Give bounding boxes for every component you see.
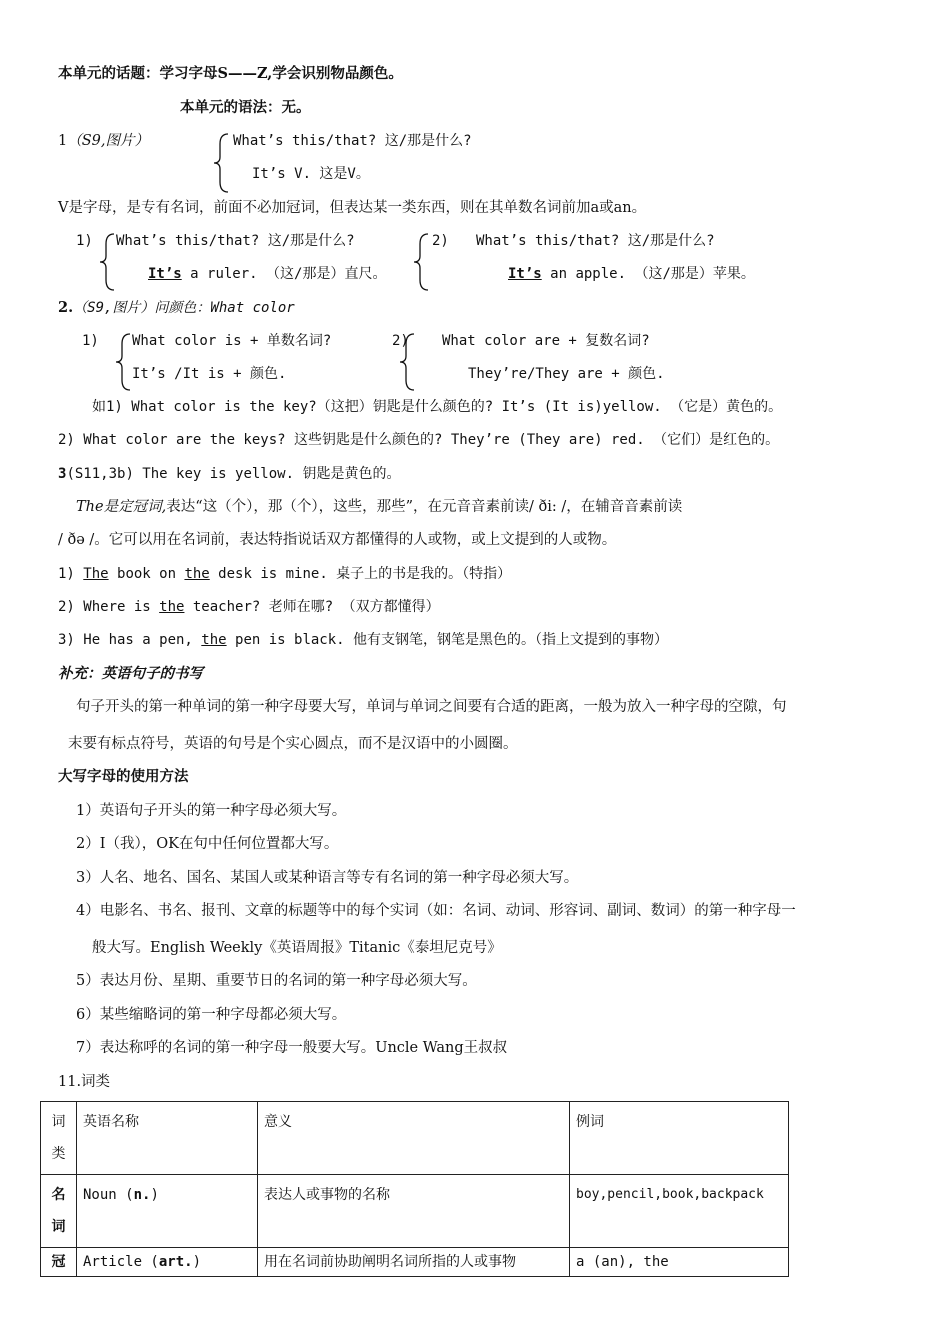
example1-its: It’s [148, 266, 182, 282]
header-cell: 词类 [41, 1102, 77, 1175]
english-name-cell [77, 1175, 258, 1248]
brace-icon [98, 232, 118, 292]
example2-question: What’s this/that? 这/那是什么? [476, 233, 715, 249]
the-description-1 [76, 497, 682, 517]
section3-text: (S11,3b) The key is yellow. 钥匙是黄色的。 [66, 466, 401, 482]
section3-line [58, 464, 400, 484]
ex1-pre: 1) [58, 566, 84, 582]
brace-icon [212, 132, 232, 194]
pattern2-question: What color are + 复数名词? [442, 333, 650, 349]
wordclass-table [40, 1101, 789, 1277]
en-pre: Noun ( [83, 1187, 134, 1203]
capitals-heading: 大写字母的使用方法 [58, 768, 189, 785]
en-pre: Article ( [83, 1254, 159, 1270]
section2-title: （S9,图片）问颜色：What color [73, 300, 295, 316]
the-definition: The是定冠词, [76, 499, 167, 515]
section1-number: 1 [58, 133, 68, 149]
brace-icon [114, 332, 134, 392]
color-example-2: 2) What color are the keys? 这些钥匙是什么颜色的? They’re (They are) red. （它们）是红色的。 [58, 432, 780, 448]
pattern1-answer: It’s /It is + 颜色. [132, 366, 287, 382]
ex1-the2: the [184, 566, 210, 582]
header-cell: 例词 [570, 1102, 789, 1175]
pattern1-number: 1) [82, 333, 99, 349]
meaning-cell: 表达人或事物的名称 [258, 1175, 570, 1248]
capitals-item: 6）某些缩略词的第一种字母都必须大写。 [76, 1007, 347, 1023]
table-row [41, 1248, 789, 1277]
the-description-2: / ðə /。它可以用在名词前，表达特指说话双方都懂得的人或物，或上文提到的人或物。 [58, 532, 617, 548]
supplement-para-1: 句子开头的第一种单词的第一种字母要大写，单词与单词之间要有合适的距离，一般为放入一种字母的空隙，句 [76, 699, 787, 715]
ex1-post: desk is mine. 桌子上的书是我的。（特指） [209, 566, 512, 582]
ex2-pre: 2) Where is [58, 599, 160, 615]
wordclass-heading: 11.词类 [58, 1074, 111, 1090]
ex3-post: pen is black. 他有支钢笔，钢笔是黑色的。（指上文提到的事物） [226, 632, 669, 648]
unit-grammar [180, 98, 311, 118]
header-cell: 意义 [258, 1102, 570, 1175]
capitals-item: 7）表达称呼的名词的第一种字母一般要大写。Uncle Wang王叔叔 [76, 1040, 508, 1056]
capitals-item: 5）表达月份、星期、重要节日的名词的第一种字母必须大写。 [76, 973, 477, 989]
en-abbr: n. [133, 1187, 151, 1203]
class-cell: 冠 [41, 1248, 77, 1277]
section1-ref: （S9,图片） [67, 133, 150, 149]
pattern2-number: 2) [392, 333, 409, 349]
capitals-item: 般大写。English Weekly《英语周报》Titanic《泰坦尼克号》 [92, 940, 502, 956]
color-example-1: 如1) What color is the key?（这把）钥匙是什么颜色的? It’s (It is)yellow. （它是）黄色的。 [92, 399, 783, 415]
english-name-cell [77, 1248, 258, 1277]
capitals-item: 3）人名、地名、国名、某国人或某种语言等专有名词的第一种字母必须大写。 [76, 870, 579, 886]
ex1-mid: book on [108, 566, 185, 582]
example1-answer [148, 264, 386, 284]
pattern1-question: What color is + 单数名词? [132, 333, 332, 349]
section1-header [58, 131, 149, 151]
meaning-cell: 用在名词前协助阐明名词所指的人或事物 [258, 1248, 570, 1277]
brace-icon [412, 232, 432, 292]
capitals-item: 1）英语句子开头的第一种字母必须大写。 [76, 803, 347, 819]
example2-number: 2) [432, 233, 449, 249]
header-cell: 英语名称 [77, 1102, 258, 1175]
example1-question: What’s this/that? 这/那是什么? [116, 233, 355, 249]
table-header-row [41, 1102, 789, 1175]
capitals-item: 4）电影名、书名、报刊、文章的标题等中的每个实词（如：名词、动词、形容词、副词、数词）的第一种字母一 [76, 903, 796, 919]
class-cell: 名词 [41, 1175, 77, 1248]
supplement-heading: 补充：英语句子的书写 [58, 665, 203, 682]
en-abbr: art. [158, 1254, 193, 1270]
section1-note: V是字母，是专有名词，前面不必加冠词，但表达某一类东西，则在其单数名词前加a或an。 [58, 200, 647, 216]
table-row [41, 1175, 789, 1248]
ex2-the: the [159, 599, 185, 615]
section3-number: 3 [58, 466, 67, 482]
section1-answer: It’s V. 这是V。 [252, 166, 370, 182]
pattern2-answer: They’re/They are + 颜色. [468, 366, 665, 382]
the-example-3 [58, 630, 668, 650]
example-cell: boy,pencil,book,backpack [570, 1175, 789, 1248]
ex3-the: the [201, 632, 227, 648]
example2-its: It’s [508, 266, 542, 282]
ex3-pre: 3) He has a pen, [58, 632, 202, 648]
ex2-post: teacher? 老师在哪? （双方都懂得） [184, 599, 440, 615]
the-example-2 [58, 597, 440, 617]
the-desc-text: 表达“这（个），那（个），这些，那些”，在元音音素前读/ ði: /，在辅音音素前读 [166, 499, 683, 515]
example2-rest: an apple. （这/那是）苹果。 [550, 266, 755, 282]
section2-number: 2. [58, 299, 74, 316]
en-post: ) [192, 1254, 202, 1270]
example1-number: 1) [76, 233, 93, 249]
capitals-item: 2）I（我），OK在句中任何位置都大写。 [76, 836, 339, 852]
unit-topic: 本单元的话题：学习字母S——Z,学会识别物品颜色。 [58, 65, 403, 82]
example2-answer [508, 264, 755, 284]
grammar-text: 本单元的语法：无。 [180, 99, 311, 116]
supplement-para-2: 末要有标点符号，英语的句号是个实心圆点，而不是汉语中的小圆圈。 [68, 736, 518, 752]
brace-icon [398, 332, 418, 392]
section2-header [58, 298, 295, 318]
example-cell: a (an), the [570, 1248, 789, 1277]
the-example-1 [58, 564, 511, 584]
example1-rest: a ruler. （这/那是）直尺。 [190, 266, 387, 282]
ex1-the1: The [83, 566, 109, 582]
section1-question: What’s this/that? 这/那是什么? [233, 133, 472, 149]
en-post: ) [150, 1187, 159, 1203]
